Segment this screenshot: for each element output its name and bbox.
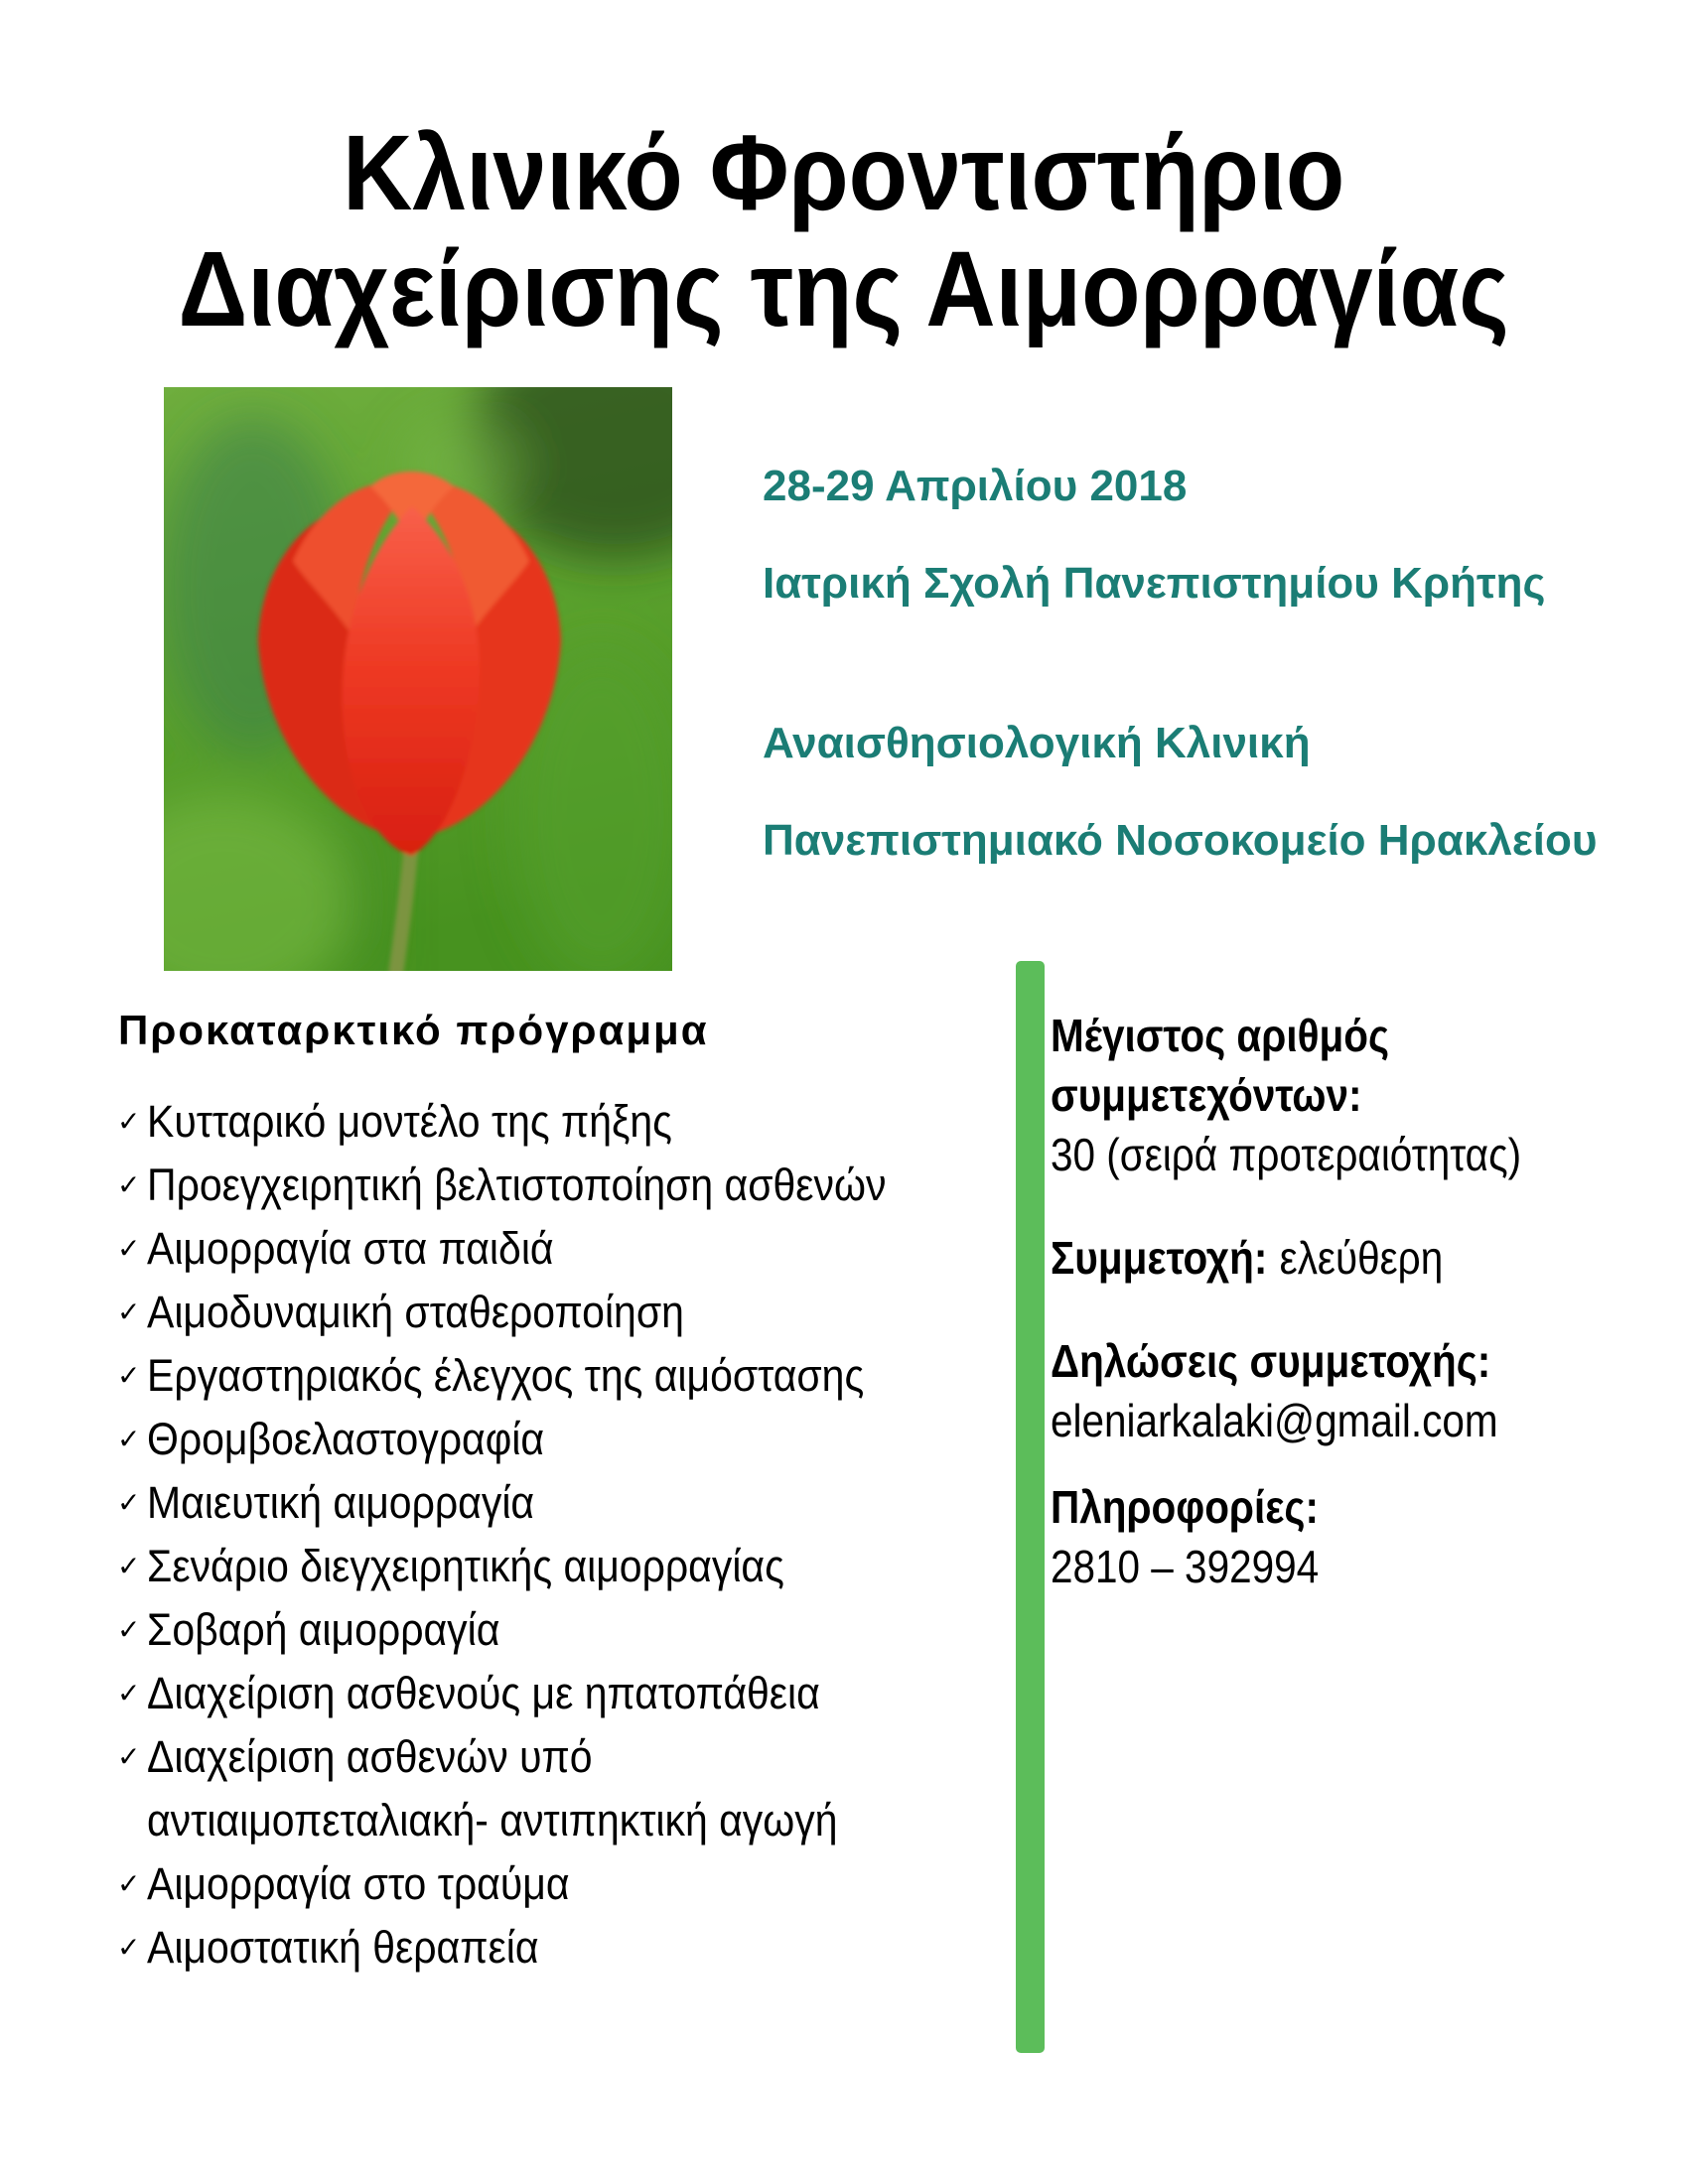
- program-item-text: Μαιευτική αιμορραγία: [147, 1477, 535, 1528]
- program-item: [117, 1535, 959, 1598]
- program-item-text: Προεγχειρητική βελτιστοποίηση ασθενών: [147, 1160, 887, 1210]
- program-item: [117, 1090, 959, 1154]
- info-block: [1051, 1477, 1355, 1596]
- checkmark-icon: ✓: [117, 1424, 141, 1454]
- checkmark-icon: ✓: [117, 1487, 141, 1518]
- program-item-continuation: [117, 1789, 959, 1852]
- info-phone: 2810 – 392994: [1051, 1541, 1320, 1592]
- program-item: [117, 1725, 959, 1789]
- event-clinic: Αναισθησιολογική Κλινική: [763, 719, 1311, 767]
- max-participants-label-line2: συμμετεχόντων:: [1051, 1069, 1362, 1121]
- program-heading: Προκαταρκτικό πρόγραμμα: [118, 1007, 709, 1053]
- checkmark-icon: ✓: [117, 1932, 141, 1963]
- accent-bar: [1016, 961, 1045, 2053]
- program-item-text: αντιαιμοπεταλιακή- αντιπηκτική αγωγή: [147, 1795, 838, 1845]
- program-item-text: Θρομβοελαστογραφία: [147, 1414, 545, 1464]
- program-item-text: Αιμοδυναμική σταθεροποίηση: [147, 1287, 684, 1337]
- participation-value: ελεύθερη: [1279, 1232, 1444, 1284]
- program-item: [117, 1281, 959, 1344]
- participation-label: Συμμετοχή:: [1051, 1232, 1268, 1284]
- program-list: [117, 1090, 959, 1979]
- checkmark-icon: ✓: [117, 1297, 141, 1327]
- program-item-text: Αιμορραγία στα παιδιά: [147, 1223, 554, 1274]
- checkmark-icon: ✓: [117, 1551, 141, 1581]
- max-participants-label-line1: Μέγιστος αριθμός: [1051, 1010, 1389, 1061]
- program-item: [117, 1598, 959, 1662]
- program-item-text: Διαχείριση ασθενών υπό: [147, 1731, 593, 1782]
- program-item: [117, 1471, 959, 1535]
- event-venue: Ιατρική Σχολή Πανεπιστημίου Κρήτης: [763, 559, 1546, 608]
- checkmark-icon: ✓: [117, 1741, 141, 1772]
- registration-email: eleniarkalaki@gmail.com: [1051, 1395, 1498, 1446]
- event-hospital: Πανεπιστημιακό Νοσοκομείο Ηρακλείου: [763, 816, 1598, 865]
- program-item: [117, 1217, 959, 1281]
- max-participants-value: 30 (σειρά προτεραιότητας): [1051, 1129, 1522, 1180]
- checkmark-icon: ✓: [117, 1233, 141, 1264]
- registration-label: Δηλώσεις συμμετοχής:: [1051, 1335, 1491, 1387]
- program-item-text: Αιμορραγία στο τραύμα: [147, 1858, 570, 1909]
- program-item: [117, 1662, 959, 1725]
- checkmark-icon: ✓: [117, 1868, 141, 1899]
- program-item-text: Εργαστηριακός έλεγχος της αιμόστασης: [147, 1350, 865, 1401]
- info-label: Πληροφορίες:: [1051, 1481, 1319, 1533]
- title-line-2: Διαχείρισης της Αιμορραγίας: [178, 228, 1510, 348]
- page-title: [0, 114, 1688, 346]
- registration-block: [1051, 1331, 1559, 1450]
- checkmark-icon: ✓: [117, 1169, 141, 1200]
- program-item: [117, 1916, 959, 1979]
- event-date: 28-29 Απριλίου 2018: [763, 462, 1188, 510]
- checkmark-icon: ✓: [117, 1106, 141, 1137]
- max-participants-block: [1051, 1006, 1586, 1184]
- program-item: [117, 1154, 959, 1217]
- program-item-text: Αιμοστατική θεραπεία: [147, 1922, 539, 1973]
- program-item: [117, 1344, 959, 1408]
- tulip-photo: [164, 387, 672, 971]
- title-line-1: Κλινικό Φροντιστήριο: [343, 112, 1345, 232]
- checkmark-icon: ✓: [117, 1614, 141, 1645]
- participation-block: [1051, 1228, 1496, 1288]
- program-item-text: Σοβαρή αιμορραγία: [147, 1604, 500, 1655]
- checkmark-icon: ✓: [117, 1678, 141, 1708]
- program-item: [117, 1852, 959, 1916]
- program-item: [117, 1408, 959, 1471]
- program-item-text: Κυτταρικό μοντέλο της πήξης: [147, 1096, 672, 1147]
- checkmark-icon: ✓: [117, 1360, 141, 1391]
- program-item-text: Διαχείριση ασθενούς με ηπατοπάθεια: [147, 1668, 820, 1718]
- program-item-text: Σενάριο διεγχειρητικής αιμορραγίας: [147, 1541, 784, 1591]
